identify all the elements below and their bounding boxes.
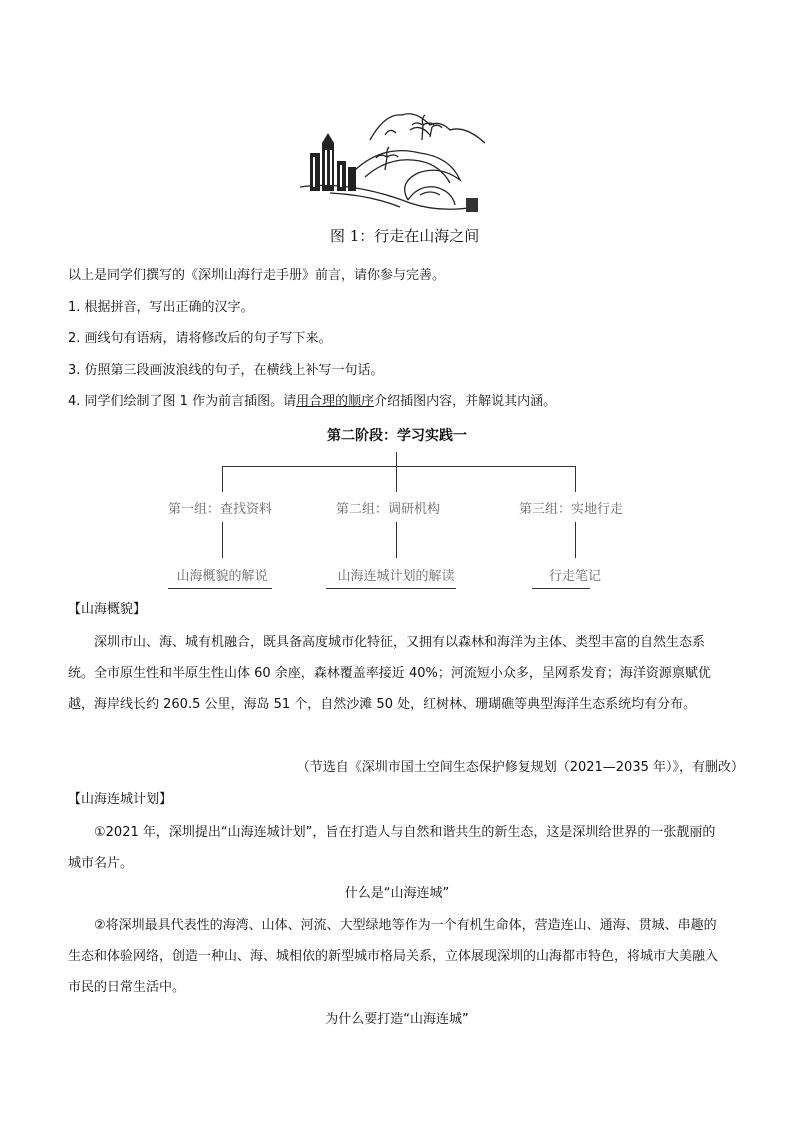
question-4-prefix: 4. 同学们绘制了图 1 作为前言插图。请 [68,394,297,409]
section-2-heading: 【山海连城计划】 [68,792,173,807]
group-3-label: 第三组：实地行走 [519,502,624,517]
stage-title: 第二阶段：学习实践一 [327,428,467,444]
intro-line: 以上是同学们撰写的《深圳山海行走手册》前言，请你参与完善。 [68,268,446,283]
tree-root-line [396,452,397,466]
illustration [290,95,500,215]
leaf-3-label: 行走笔记 [548,569,601,584]
section-1-body: 深圳市山、海、城有机融合，既具备高度城市化特征，又拥有以森林和海洋为主体、类型丰富的自然生态系统。全市原生性和半原生性山体 60 余座，森林覆盖率接近 40%；河流短小众多，呈网系发育；海洋资源禀赋优越，海岸线长约 260.5 公里，海岛 51 个，自然沙滩 50 处，红树林、珊瑚礁等典型海洋生态系统均有分布。 [68,635,711,712]
tree-branch-1 [222,466,223,492]
question-3: 3. 仿照第三段画波浪线的句子，在横线上补写一句话。 [68,363,384,378]
section-2-subtitle-1: 什么是“山海连城” [344,886,450,901]
tree-leaf-line-1 [222,522,223,558]
question-4 [68,392,556,412]
question-2: 2. 画线句有语病，请将修改后的句子写下来。 [68,331,332,346]
tree-branch-2 [396,466,397,492]
section-1-source: （节选自《深圳市国土空间生态保护修复规划（2021—2035 年）》，有删改） [296,760,744,775]
leaf-2-label: 山海连城计划的解读 [337,569,455,584]
mountain-sea-sketch [290,95,500,215]
figure-caption: 图 1：行走在山海之间 [330,227,480,245]
tree-branch-3 [575,466,576,492]
tree-leaf-line-2 [396,522,397,558]
question-4-underlined: 用合理的顺序 [296,394,375,409]
group-2-label: 第二组：调研机构 [336,502,441,517]
question-4-suffix: 介绍插图内容，并解说其内涵。 [374,394,557,409]
tree-branch-line [222,466,576,467]
leaf-3-underline [532,588,590,589]
section-1-heading: 【山海概貌】 [68,602,147,617]
question-1: 1. 根据拼音，写出正确的汉字。 [68,300,254,315]
section-2-subtitle-2: 为什么要打造“山海连城” [325,1012,469,1027]
tree-leaf-line-3 [575,522,576,558]
leaf-1-underline [168,588,272,589]
section-2-p2: ②将深圳最具代表性的海湾、山体、河流、大型绿地等作为一个有机生命体，营造连山、通海、贯城、串趣的生态和体验网络，创造一种山、海、城相依的新型城市格局关系，立体展现深圳的山海都市特色，将城市大美融入市民的日常生活中。 [68,918,719,995]
leaf-1-label: 山海概貌的解说 [176,569,268,584]
section-2-p1: ①2021 年，深圳提出“山海连城计划”，旨在打造人与自然和谐共生的新生态，这是深圳给世界的一张靓丽的城市名片。 [68,825,716,871]
group-1-label: 第一组：查找资料 [168,502,273,517]
leaf-2-underline [326,588,456,589]
